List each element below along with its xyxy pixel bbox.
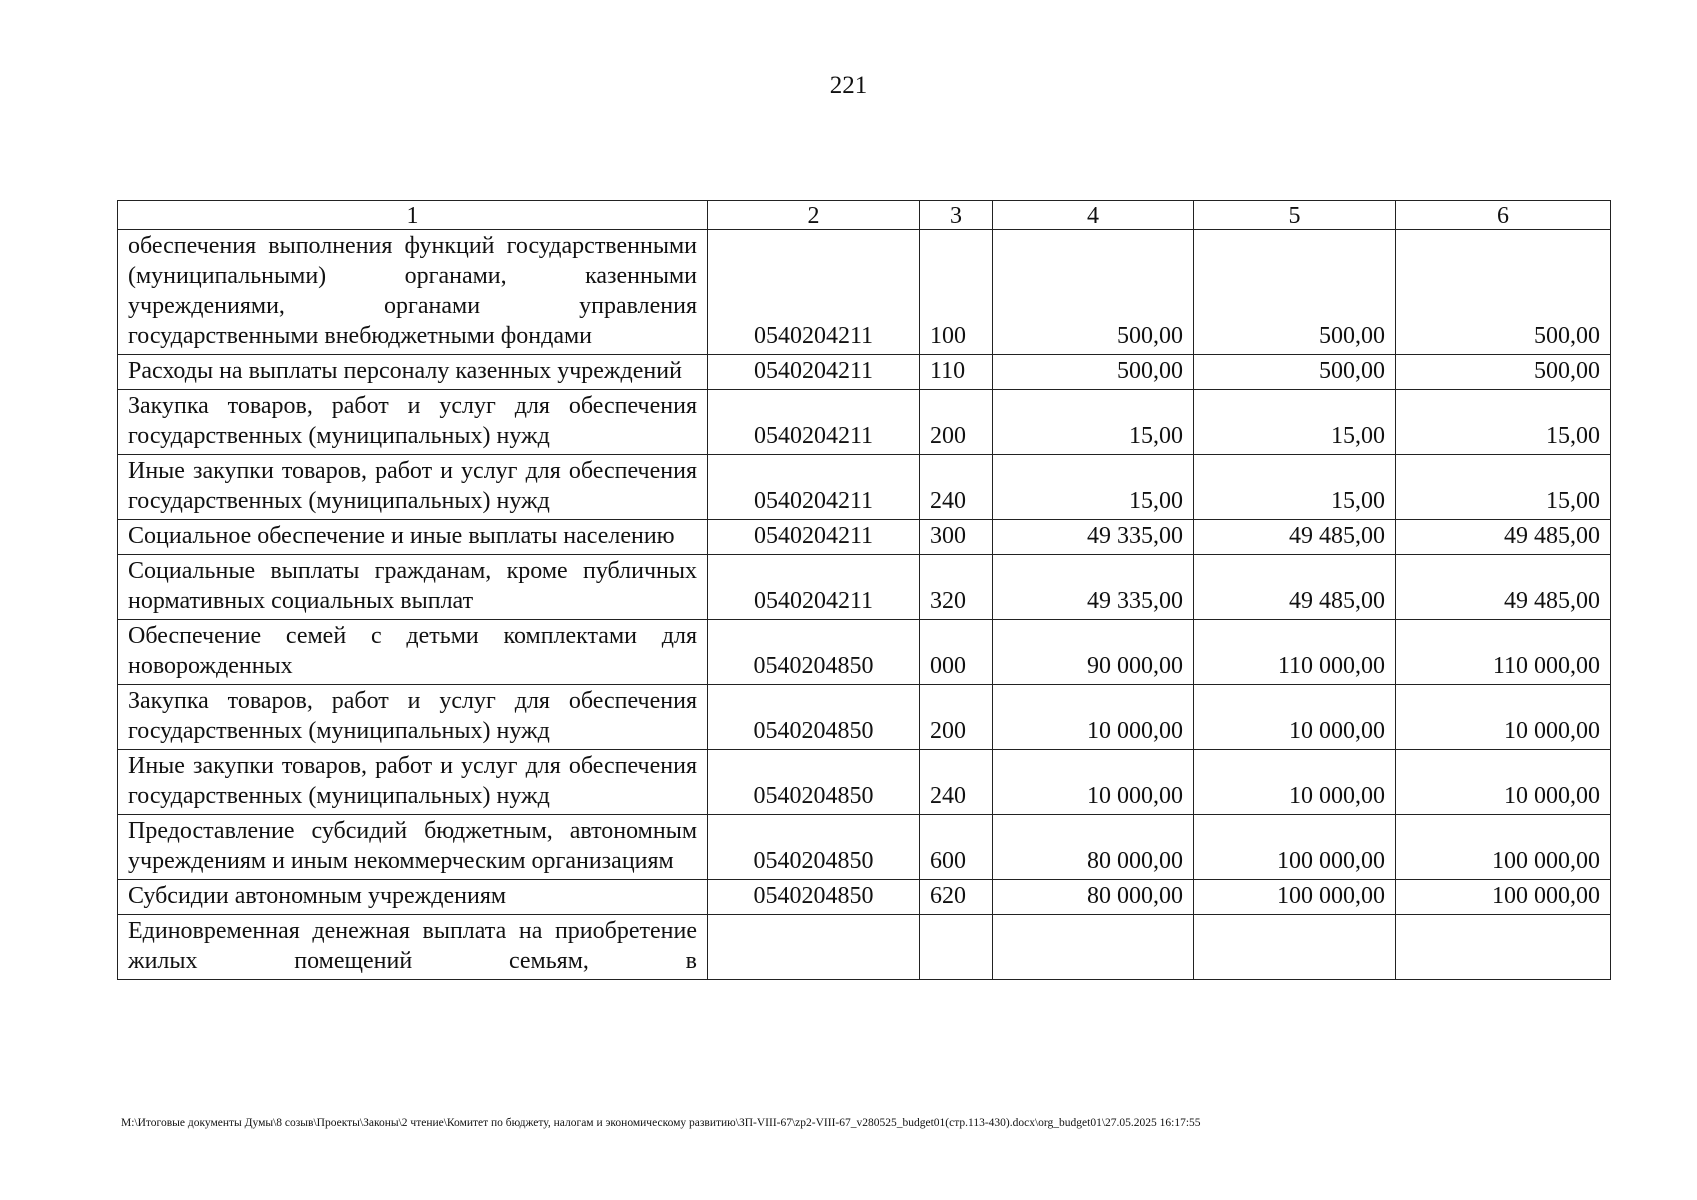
- amount-col6: 49 485,00: [1396, 555, 1611, 620]
- amount-col4: 15,00: [993, 390, 1194, 455]
- table-row: [118, 520, 1611, 555]
- amount-col5: 100 000,00: [1194, 880, 1396, 915]
- expense-name: обеспечения выполнения функций государственными (муниципальными) органами, казенными учреждениями, органами управления государственными внебюджетными фондами: [118, 230, 708, 355]
- table-row: [118, 915, 1611, 980]
- expense-name: Предоставление субсидий бюджетным, автономным учреждениям и иным некоммерческим организациям: [118, 815, 708, 880]
- expense-name: Субсидии автономным учреждениям: [118, 880, 708, 915]
- expense-kind: 240: [920, 455, 993, 520]
- amount-col6: 15,00: [1396, 455, 1611, 520]
- expense-kind: 300: [920, 520, 993, 555]
- expense-kind: 320: [920, 555, 993, 620]
- budget-table: [117, 200, 1611, 980]
- amount-col4: 500,00: [993, 230, 1194, 355]
- column-header: 3: [920, 201, 993, 230]
- target-code: 0540204211: [708, 230, 920, 355]
- table-row: [118, 455, 1611, 520]
- expense-name: Социальное обеспечение и иные выплаты населению: [118, 520, 708, 555]
- amount-col5: [1194, 915, 1396, 980]
- amount-col5: 15,00: [1194, 390, 1396, 455]
- target-code: 0540204211: [708, 355, 920, 390]
- expense-kind: 200: [920, 390, 993, 455]
- expense-name: Закупка товаров, работ и услуг для обеспечения государственных (муниципальных) нужд: [118, 685, 708, 750]
- table-row: [118, 390, 1611, 455]
- page-number: 221: [829, 72, 868, 99]
- table-row: [118, 355, 1611, 390]
- expense-kind: 600: [920, 815, 993, 880]
- expense-name: Иные закупки товаров, работ и услуг для обеспечения государственных (муниципальных) нужд: [118, 455, 708, 520]
- column-header: 1: [118, 201, 708, 230]
- target-code: 0540204211: [708, 390, 920, 455]
- amount-col6: 10 000,00: [1396, 685, 1611, 750]
- expense-kind: 000: [920, 620, 993, 685]
- table-row: [118, 230, 1611, 355]
- table-header-row: [118, 201, 1611, 230]
- target-code: 0540204211: [708, 555, 920, 620]
- amount-col6: 100 000,00: [1396, 815, 1611, 880]
- table-row: [118, 880, 1611, 915]
- table-row: [118, 815, 1611, 880]
- table-row: [118, 555, 1611, 620]
- target-code: 0540204850: [708, 880, 920, 915]
- amount-col5: 500,00: [1194, 230, 1396, 355]
- amount-col6: 110 000,00: [1396, 620, 1611, 685]
- amount-col5: 49 485,00: [1194, 555, 1396, 620]
- expense-kind: 100: [920, 230, 993, 355]
- target-code: 0540204850: [708, 620, 920, 685]
- target-code: 0540204850: [708, 750, 920, 815]
- expense-name: Расходы на выплаты персоналу казенных учреждений: [118, 355, 708, 390]
- column-header: 4: [993, 201, 1194, 230]
- amount-col4: 15,00: [993, 455, 1194, 520]
- amount-col5: 10 000,00: [1194, 685, 1396, 750]
- column-header: 6: [1396, 201, 1611, 230]
- target-code: 0540204211: [708, 520, 920, 555]
- amount-col4: 10 000,00: [993, 750, 1194, 815]
- target-code: 0540204850: [708, 815, 920, 880]
- amount-col4: [993, 915, 1194, 980]
- expense-kind: 200: [920, 685, 993, 750]
- expense-name: Обеспечение семей с детьми комплектами для новорожденных: [118, 620, 708, 685]
- document-file-path: М:\Итоговые документы Думы\8 созыв\Проекты\Законы\2 чтение\Комитет по бюджету, налогам и экономическому развитию\ЗП-VIII-67\zp2-VIII-67_v280525_budget01(стр.113-430).docx\org_budget01\27.05.2025 16:17:55: [121, 1117, 1201, 1129]
- amount-col6: 49 485,00: [1396, 520, 1611, 555]
- amount-col4: 49 335,00: [993, 520, 1194, 555]
- expense-kind: 620: [920, 880, 993, 915]
- amount-col5: 100 000,00: [1194, 815, 1396, 880]
- amount-col4: 500,00: [993, 355, 1194, 390]
- amount-col4: 49 335,00: [993, 555, 1194, 620]
- expense-name: Иные закупки товаров, работ и услуг для обеспечения государственных (муниципальных) нужд: [118, 750, 708, 815]
- amount-col5: 10 000,00: [1194, 750, 1396, 815]
- amount-col6: 500,00: [1396, 230, 1611, 355]
- table-row: [118, 685, 1611, 750]
- expense-kind: [920, 915, 993, 980]
- amount-col6: 15,00: [1396, 390, 1611, 455]
- amount-col4: 90 000,00: [993, 620, 1194, 685]
- amount-col6: 500,00: [1396, 355, 1611, 390]
- target-code: 0540204211: [708, 455, 920, 520]
- expense-name: Закупка товаров, работ и услуг для обеспечения государственных (муниципальных) нужд: [118, 390, 708, 455]
- table-row: [118, 620, 1611, 685]
- amount-col5: 49 485,00: [1194, 520, 1396, 555]
- amount-col5: 110 000,00: [1194, 620, 1396, 685]
- column-header: 5: [1194, 201, 1396, 230]
- amount-col6: 100 000,00: [1396, 880, 1611, 915]
- amount-col5: 15,00: [1194, 455, 1396, 520]
- expense-name: Социальные выплаты гражданам, кроме публичных нормативных социальных выплат: [118, 555, 708, 620]
- expense-kind: 240: [920, 750, 993, 815]
- amount-col6: 10 000,00: [1396, 750, 1611, 815]
- amount-col4: 80 000,00: [993, 815, 1194, 880]
- table-row: [118, 750, 1611, 815]
- amount-col4: 10 000,00: [993, 685, 1194, 750]
- target-code: 0540204850: [708, 685, 920, 750]
- expense-name: Единовременная денежная выплата на приобретение жилых помещений семьям, в: [118, 915, 708, 980]
- column-header: 2: [708, 201, 920, 230]
- amount-col5: 500,00: [1194, 355, 1396, 390]
- expense-kind: 110: [920, 355, 993, 390]
- amount-col4: 80 000,00: [993, 880, 1194, 915]
- amount-col6: [1396, 915, 1611, 980]
- target-code: [708, 915, 920, 980]
